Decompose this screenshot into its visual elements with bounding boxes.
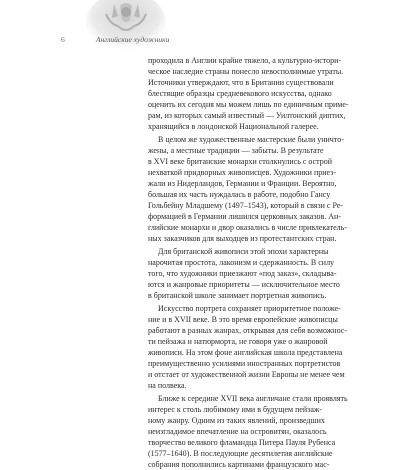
text-line: ческое наследие страны понесло невосполнимые утраты. <box>148 67 344 76</box>
text-line: глийские монархи и двор оказались в числе привлекатель- <box>148 223 347 232</box>
text-line: нехваткой придворных живописцев. Художники приез- <box>148 168 336 177</box>
text-line: преимущественно усилиями иностранных портретистов <box>148 359 341 368</box>
text-line: в британской школе занимает портретная живопись. <box>148 291 327 300</box>
text-line: Источники утверждают, что в Британии существовали <box>148 78 334 87</box>
text-line: живописи. На этом фоне английская школа представлена <box>148 348 343 357</box>
text-line: собрания пополнились картинами французского мас- <box>148 460 330 469</box>
running-head: Английские художники <box>96 35 170 44</box>
text-line: проходила в Англии крайне тяжело, а культурно-истори- <box>148 56 342 65</box>
body-text <box>148 55 354 469</box>
text-line: и отстает от художественной жизни Европы не менее чем <box>148 370 345 379</box>
text-line: В целом же художественные мастерские были уничто- <box>158 135 344 144</box>
text-line: нарочитая простота, лаконизм и сдержанность. В силу <box>148 258 335 267</box>
text-line: работают в разных жанрах, открывая для себя возможнос- <box>148 326 347 335</box>
text-line: того, что художники приезжают «под заказ», складыва- <box>148 269 337 278</box>
text-line: блестящие образцы средневекового искусства, однако <box>148 89 332 98</box>
text-line: Гольбейну Младшему (1497–1543), который в связи с Ре- <box>148 201 344 210</box>
page-number: 6 <box>61 35 65 44</box>
text-line: ются и жанровые приоритеты — исключительное место <box>148 280 340 289</box>
crest-ornament <box>84 0 168 58</box>
text-line: Для британской живописи этой эпохи характерны <box>158 247 329 256</box>
text-line: ние и в XVII веке. В это время европейские живописцы <box>148 315 338 324</box>
text-line: неизгладимое впечатление на островитян, оказалось <box>148 427 327 436</box>
text-line: (1577–1640). В последующие десятилетия английские <box>148 449 333 458</box>
text-line: оценить их сегодня мы можем лишь по единичным приме- <box>148 100 349 109</box>
text-line: формацией в Германии лишился церковных заказов. Ан- <box>148 212 341 221</box>
text-line: на полвека. <box>148 381 187 390</box>
text-line: в XVI веке британские монархи столкнулись с острой <box>148 157 333 166</box>
text-line: творчество великого фламандца Питера Пауля Рубенса <box>148 438 336 447</box>
text-line: интерес к столь любимому ими в будущем пейзаж- <box>148 405 323 414</box>
text-line: жены, а местные традиции — забыты. В результате <box>148 146 324 155</box>
text-line: ному жанру. Одним из таких явлений, произведших <box>148 416 325 425</box>
text-line: Ближе к середине XVII века англичане стали проявлять <box>158 394 348 403</box>
heraldic-ornament-icon <box>84 0 168 58</box>
text-line: хранящийся в лондонской Национальной галерее. <box>148 122 319 131</box>
text-line: рам, из которых самый известный — Уилтонский диптих, <box>148 111 346 120</box>
text-line: большая их часть нуждалась в работе, подобно Гансу <box>148 190 331 199</box>
text-line: ти пейзажа и натюрморта, не говоря уже о жанровой <box>148 337 328 346</box>
text-line: жали из Нидерландов, Германии и Франции. Вероятно, <box>148 179 337 188</box>
text-line: Искусство портрета сохраняет приоритетное положе- <box>158 304 341 313</box>
text-line: ных заказчиков для выходцев из протестантских стран. <box>148 234 337 243</box>
